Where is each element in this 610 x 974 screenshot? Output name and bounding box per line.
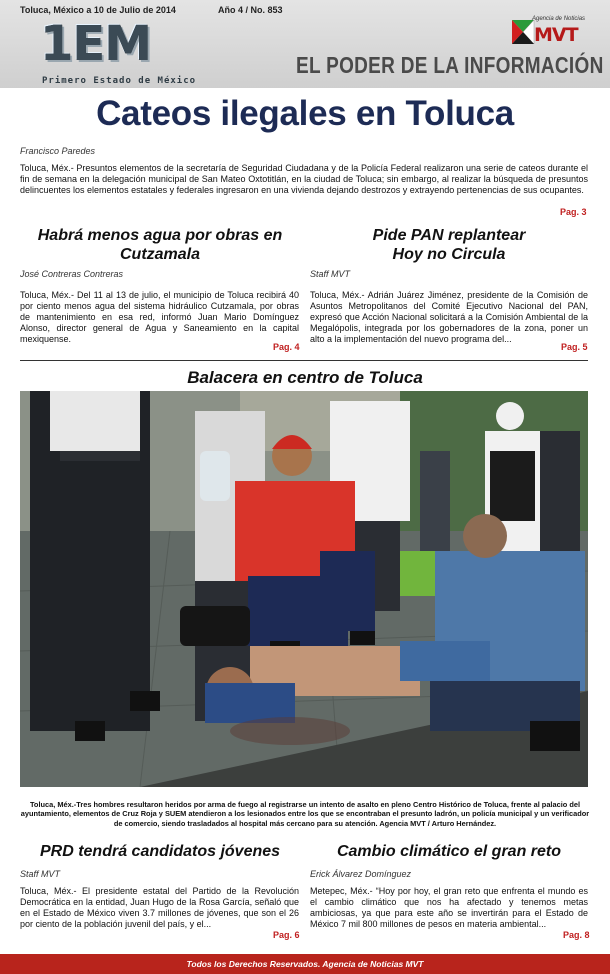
agua-headline-line-2: Cutzamala xyxy=(119,246,201,263)
issue-number: Año 4 / No. 853 xyxy=(218,5,283,15)
clima-body: Metepec, Méx.- “Hoy por hoy, el gran reto que enfrenta el mundo es el cambio climático que nos ha afectado y tenemos metas ambiciosas, ya que para este año se invertirán para el Estado de México 7 mil 800 millones de pesos en materia ambiental... xyxy=(310,886,588,929)
section-divider xyxy=(20,360,588,361)
lead-headline[interactable]: Cateos ilegales en Toluca xyxy=(96,94,514,133)
footer-copyright: Todos los Derechos Reservados. Agencia de Noticias MVT xyxy=(186,959,424,969)
news-photo[interactable] xyxy=(20,391,588,787)
agua-headline[interactable] xyxy=(20,226,300,264)
clima-byline: Erick Álvarez Domínguez xyxy=(310,869,412,879)
prd-headline[interactable]: PRD tendrá candidatos jóvenes xyxy=(39,843,281,860)
clima-page-link[interactable]: Pag. 8 xyxy=(563,930,590,940)
pan-headline-line-1: Pide PAN replantear xyxy=(372,227,526,244)
lead-page-link[interactable]: Pag. 3 xyxy=(560,207,587,217)
lead-byline: Francisco Paredes xyxy=(20,146,96,156)
footer-bar xyxy=(0,954,610,974)
prd-body: Toluca, Méx.- El presidente estatal del Partido de la Revolución Democrática en la entidad, Juan Hugo de la Rosa García, señaló que en el Estado de México viven 3.7 millones de jóvenes, que son el 26 por ciento de la población juvenil del país, y el... xyxy=(20,886,299,929)
lead-body: Toluca, Méx.- Presuntos elementos de la secretaría de Seguridad Ciudadana y de la Policía Federal realizaron una serie de cateos durante el fin de semana en la delegación municipal de San Mateo Oxtotitlán, en la ciudad de Toluca; sin embargo, al realizar la búsqueda de presuntos delincuentes los elementos estatales y federales ingresaron en una vivienda dejando destrozos y extrayendo pertenencias de sus ocupantes. xyxy=(20,163,588,195)
slogan: EL PODER DE LA INFORMACIÓN xyxy=(296,54,604,80)
agency-wordmark: MVT xyxy=(534,24,578,46)
photo-headline[interactable]: Balacera en centro de Toluca xyxy=(187,368,423,387)
newspaper-logo[interactable] xyxy=(40,16,180,76)
agua-byline: José Contreras Contreras xyxy=(20,269,124,279)
photo-caption: Toluca, Méx.-Tres hombres resultaron heridos por arma de fuego al registrarse un intento de asalto en pleno Centro Histórico de Toluca, frente al palacio del ayuntamiento, elementos de Cruz Roja y SUEM atendieron a los lesionados entre los que se encontraban el presunto ladrón, un policía municipal y un verificador de comercio, siendo trasladados al hospital más cercano para su atención. Agencia MVT / Arturo Hernández. xyxy=(20,800,590,828)
agua-body: Toluca, Méx.- Del 11 al 13 de julio, el municipio de Toluca recibirá 40 por ciento menos agua del sistema hidráulico Cutzamala, por obras de mantenimiento en esa red, informó Juan Mario Domínguez Alonso, director general de Agua y Saneamiento en la capital mexiquense. xyxy=(20,290,299,344)
agua-headline-line-1: Habrá menos agua por obras en xyxy=(37,227,283,244)
pan-body: Toluca, Méx.- Adrián Juárez Jiménez, presidente de la Comisión de Asuntos Metropolitanos del Comité Ejecutivo Nacional del PAN, expresó que Acción Nacional solicitará a la Comisión Ambiental de la Megalópolis, integrada por los gobernadores de la zona, poner un alto a la implementación del nuevo programa del... xyxy=(310,290,588,344)
pan-headline[interactable] xyxy=(310,226,588,264)
agency-label: Agencia de Noticias xyxy=(532,16,586,22)
agency-logo[interactable] xyxy=(510,14,586,54)
agua-page-link[interactable]: Pag. 4 xyxy=(273,342,300,352)
prd-byline: Staff MVT xyxy=(20,869,61,879)
logo-subtitle: Primero Estado de México xyxy=(42,76,197,86)
news-photo-illustration xyxy=(20,391,588,787)
masthead xyxy=(0,0,610,88)
pan-page-link[interactable]: Pag. 5 xyxy=(561,342,588,352)
logo-wordmark: 1EM xyxy=(40,16,151,72)
issue-date: Toluca, México a 10 de Julio de 2014 xyxy=(20,5,176,15)
prd-page-link[interactable]: Pag. 6 xyxy=(273,930,300,940)
pan-headline-line-2: Hoy no Circula xyxy=(392,246,506,263)
clima-headline[interactable]: Cambio climático el gran reto xyxy=(336,843,562,860)
pan-byline: Staff MVT xyxy=(310,269,351,279)
